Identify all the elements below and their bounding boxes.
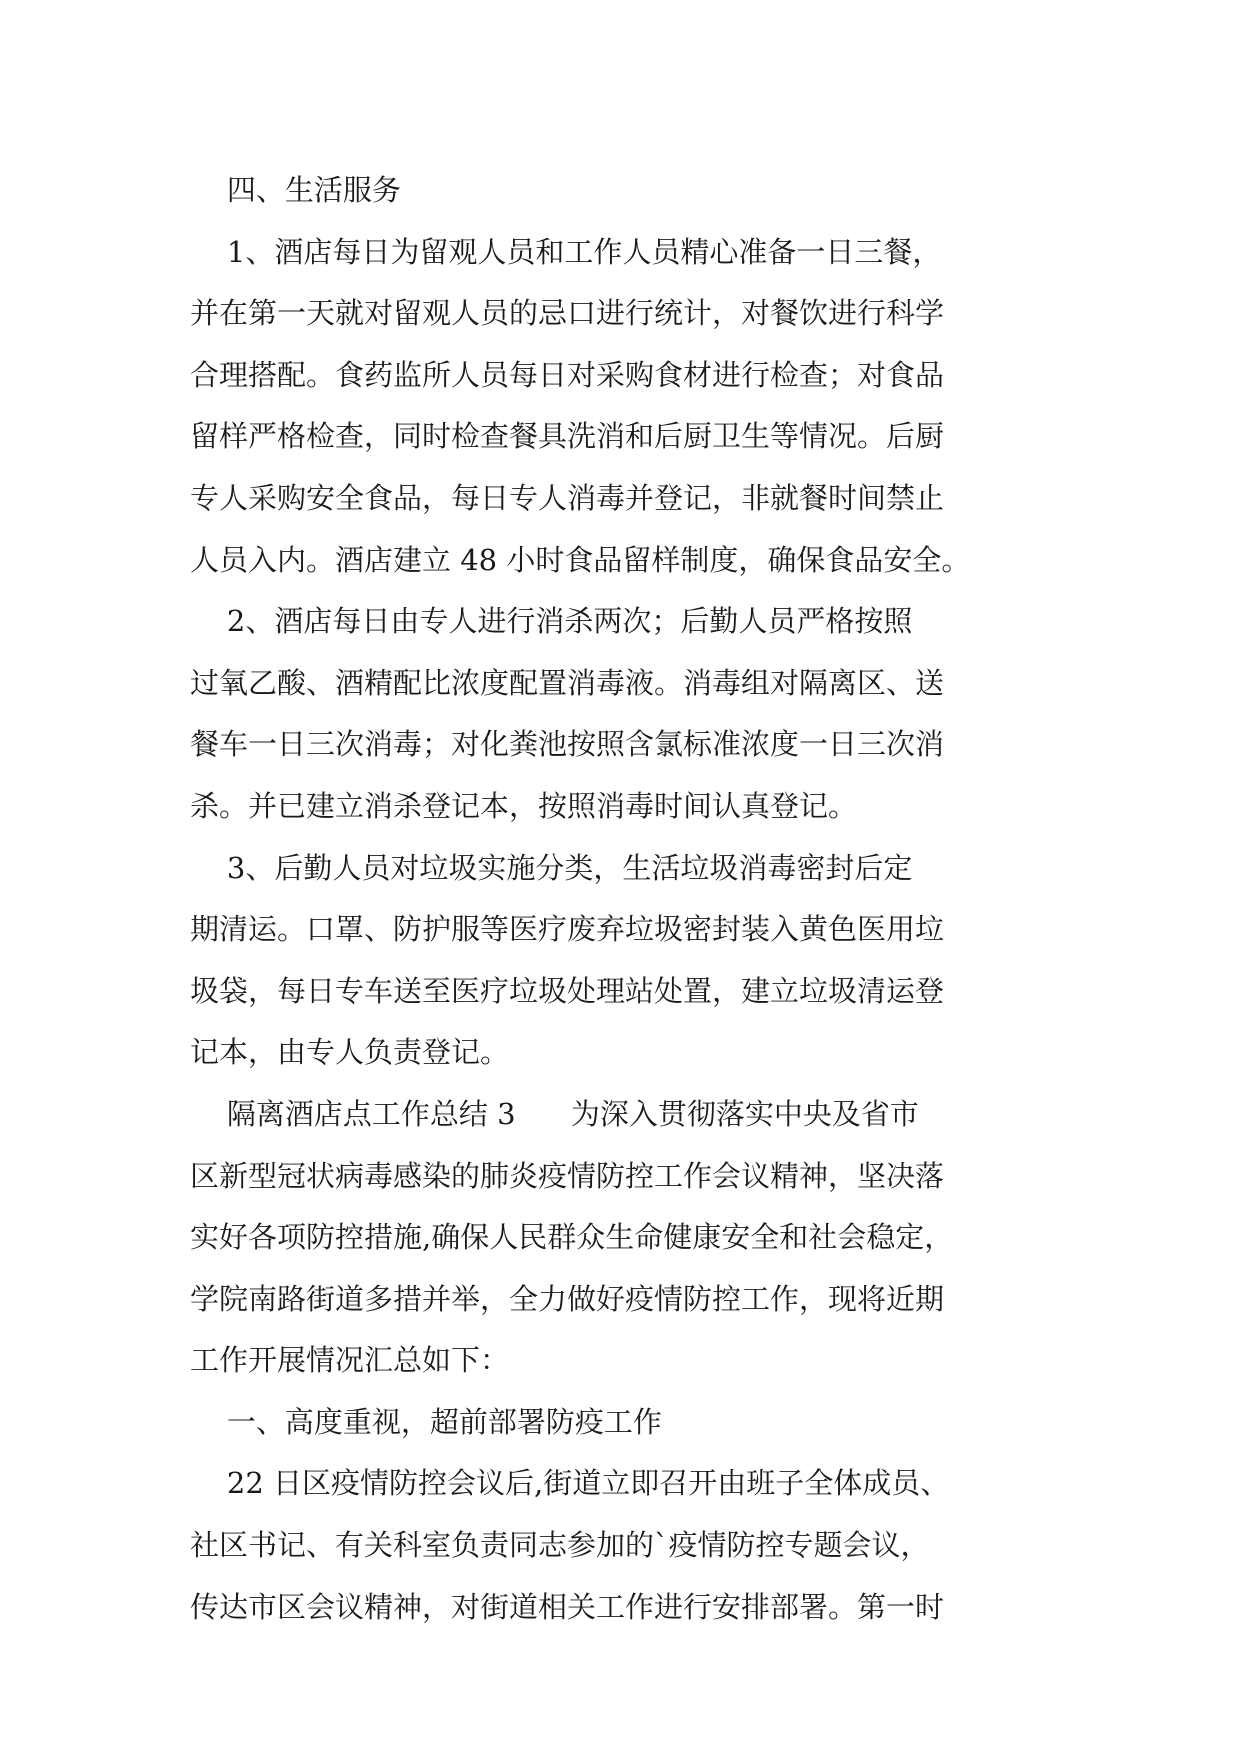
- text-line: 工作开展情况汇总如下：: [190, 1343, 510, 1378]
- text-line: 四、生活服务: [190, 173, 401, 207]
- text-line: 留样严格检查，同时检查餐具洗消和后厨卫生等情况。后厨: [190, 419, 945, 454]
- text-line: 过氧乙酸、酒精配比浓度配置消毒液。消毒组对隔离区、送: [190, 665, 945, 700]
- text-line: 并在第一天就对留观人员的忌口进行统计，对餐饮进行科学: [190, 296, 945, 331]
- text-line: 人员入内。酒店建立 48 小时食品留样制度，确保食品安全。: [190, 542, 971, 577]
- text-line: 隔离酒店点工作总结 3 为深入贯彻落实中央及省市: [190, 1096, 919, 1131]
- text-line: 专人采购安全食品，每日专人消毒并登记，非就餐时间禁止: [190, 480, 945, 515]
- document-body: [190, 160, 1070, 1638]
- text-line: 一、高度重视，超前部署防疫工作: [190, 1404, 662, 1439]
- text-line: 期清运。口罩、防护服等医疗废弃垃圾密封装入黄色医用垃: [190, 912, 945, 947]
- text-line: 1、酒店每日为留观人员和工作人员精心准备一日三餐，: [190, 234, 942, 269]
- text-line: 记本，由专人负责登记。: [190, 1035, 510, 1070]
- text-line: 社区书记、有关科室负责同志参加的`疫情防控专题会议，: [190, 1528, 930, 1563]
- text-line: 2、酒店每日由专人进行消杀两次；后勤人员严格按照: [190, 604, 913, 639]
- text-line: 3、后勤人员对垃圾实施分类，生活垃圾消毒密封后定: [190, 850, 913, 885]
- text-line: 学院南路街道多措并举，全力做好疫情防控工作，现将近期: [190, 1281, 945, 1316]
- text-line: 圾袋，每日专车送至医疗垃圾处理站处置，建立垃圾清运登: [190, 973, 945, 1008]
- text-line: 传达市区会议精神，对街道相关工作进行安排部署。第一时: [190, 1589, 945, 1624]
- text-line: 合理搭配。食药监所人员每日对采购食材进行检查；对食品: [190, 357, 945, 392]
- text-line: 杀。并已建立消杀登记本，按照消毒时间认真登记。: [190, 788, 858, 823]
- text-line: 22 日区疫情防控会议后,街道立即召开由班子全体成员、: [190, 1466, 950, 1501]
- text-line: 餐车一日三次消毒；对化粪池按照含氯标准浓度一日三次消: [190, 727, 945, 762]
- text-line: 区新型冠状病毒感染的肺炎疫情防控工作会议精神，坚决落: [190, 1158, 945, 1193]
- text-line: 实好各项防控措施,确保人民群众生命健康安全和社会稳定，: [190, 1220, 954, 1255]
